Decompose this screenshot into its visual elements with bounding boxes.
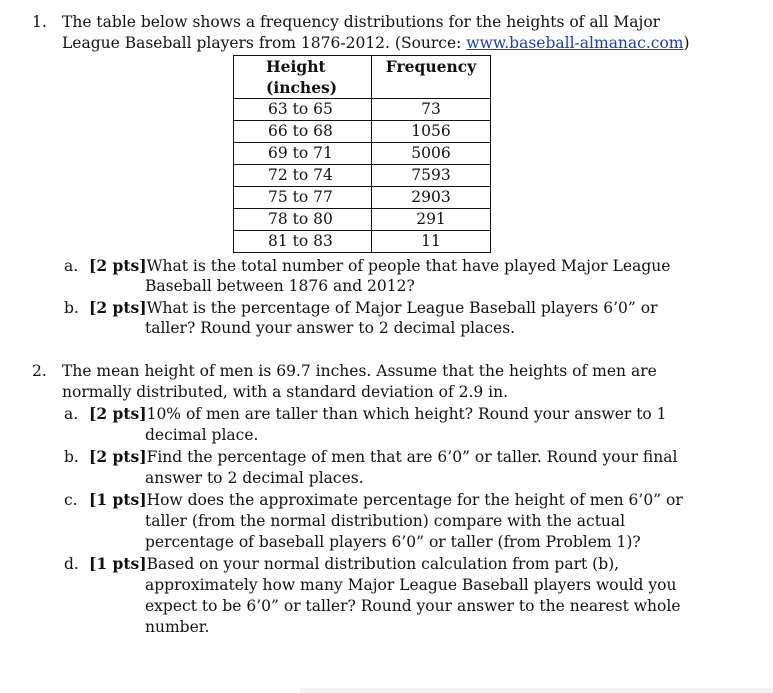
- q2a-label: a.: [64, 405, 79, 423]
- header-frequency: Frequency: [372, 56, 491, 99]
- q2c-label: c.: [64, 491, 78, 509]
- q2-text-line1: The mean height of men is 69.7 inches. Assume that the heights of men are: [62, 362, 657, 380]
- q1a-line2: Baseball between 1876 and 2012?: [145, 277, 415, 295]
- page-bottom-edge: [300, 688, 773, 693]
- q2c-points: [1 pts]: [89, 490, 147, 509]
- cell-frequency: 291: [372, 209, 491, 231]
- q1a-line1: [89, 256, 670, 276]
- q2c-text: How does the approximate percentage for the height of men 6’0” or: [146, 491, 683, 509]
- frequency-table: [233, 55, 491, 253]
- table-row: [234, 121, 491, 143]
- q2c-line3: percentage of baseball players 6’0” or taller (from Problem 1)?: [145, 533, 641, 551]
- q2-text-line2: normally distributed, with a standard deviation of 2.9 in.: [62, 383, 509, 401]
- cell-frequency: 7593: [372, 165, 491, 187]
- cell-range: 72 to 74: [234, 165, 372, 187]
- header-height-line2: (inches): [266, 78, 338, 97]
- q2-number: 2.: [32, 362, 47, 380]
- q2d-text: Based on your normal distribution calculation from part (b),: [146, 555, 620, 573]
- table-header-row: [234, 56, 491, 99]
- q2d-line4: number.: [145, 618, 210, 636]
- table-row: [234, 209, 491, 231]
- q2d-line1: [89, 554, 619, 574]
- cell-frequency: 5006: [372, 143, 491, 165]
- q2d-line3: expect to be 6’0” or taller? Round your answer to the nearest whole: [145, 597, 681, 615]
- q1a-text: What is the total number of people that have played Major League: [146, 257, 671, 275]
- q1-text-line2-prefix: League Baseball players from 1876-2012. (Source:: [62, 34, 467, 52]
- q1b-line1: [89, 298, 658, 318]
- q1a-points: [2 pts]: [89, 256, 147, 275]
- q1b-text: What is the percentage of Major League Baseball players 6’0” or: [146, 299, 658, 317]
- header-height: [234, 56, 372, 99]
- q1-number: 1.: [32, 13, 47, 31]
- q2a-line1: [89, 404, 667, 424]
- q1a-label: a.: [64, 257, 79, 275]
- q2a-points: [2 pts]: [89, 404, 147, 423]
- cell-frequency: 73: [372, 99, 491, 121]
- table-row: [234, 231, 491, 253]
- table-row: [234, 99, 491, 121]
- cell-frequency: 1056: [372, 121, 491, 143]
- cell-range: 66 to 68: [234, 121, 372, 143]
- q2d-points: [1 pts]: [89, 554, 147, 573]
- q1-text-line1: The table below shows a frequency distributions for the heights of all Major: [62, 13, 661, 31]
- q1b-points: [2 pts]: [89, 298, 147, 317]
- q1b-line2: taller? Round your answer to 2 decimal places.: [145, 319, 516, 337]
- q2d-line2: approximately how many Major League Baseball players would you: [145, 576, 677, 594]
- header-height-line1: Height: [266, 57, 326, 76]
- q1b-label: b.: [64, 299, 79, 317]
- q2c-line2: taller (from the normal distribution) compare with the actual: [145, 512, 626, 530]
- q2b-line1: [89, 447, 677, 467]
- q1-text-line2-suffix: ): [683, 34, 690, 52]
- table-row: [234, 165, 491, 187]
- table-row: [234, 187, 491, 209]
- q2d-label: d.: [64, 555, 79, 573]
- cell-range: 63 to 65: [234, 99, 372, 121]
- cell-frequency: 2903: [372, 187, 491, 209]
- q2b-label: b.: [64, 448, 79, 466]
- q2c-line1: [89, 490, 683, 510]
- cell-range: 75 to 77: [234, 187, 372, 209]
- cell-range: 78 to 80: [234, 209, 372, 231]
- cell-range: 69 to 71: [234, 143, 372, 165]
- q2b-line2: answer to 2 decimal places.: [145, 469, 364, 487]
- q2a-text: 10% of men are taller than which height? Round your answer to 1: [146, 405, 667, 423]
- q2a-line2: decimal place.: [145, 426, 259, 444]
- source-link[interactable]: www.baseball-almanac.com: [466, 34, 684, 52]
- cell-range: 81 to 83: [234, 231, 372, 253]
- q2b-text: Find the percentage of men that are 6’0” or taller. Round your final: [146, 448, 678, 466]
- cell-frequency: 11: [372, 231, 491, 253]
- q1-text-line2: [62, 33, 690, 53]
- table-row: [234, 143, 491, 165]
- q2b-points: [2 pts]: [89, 447, 147, 466]
